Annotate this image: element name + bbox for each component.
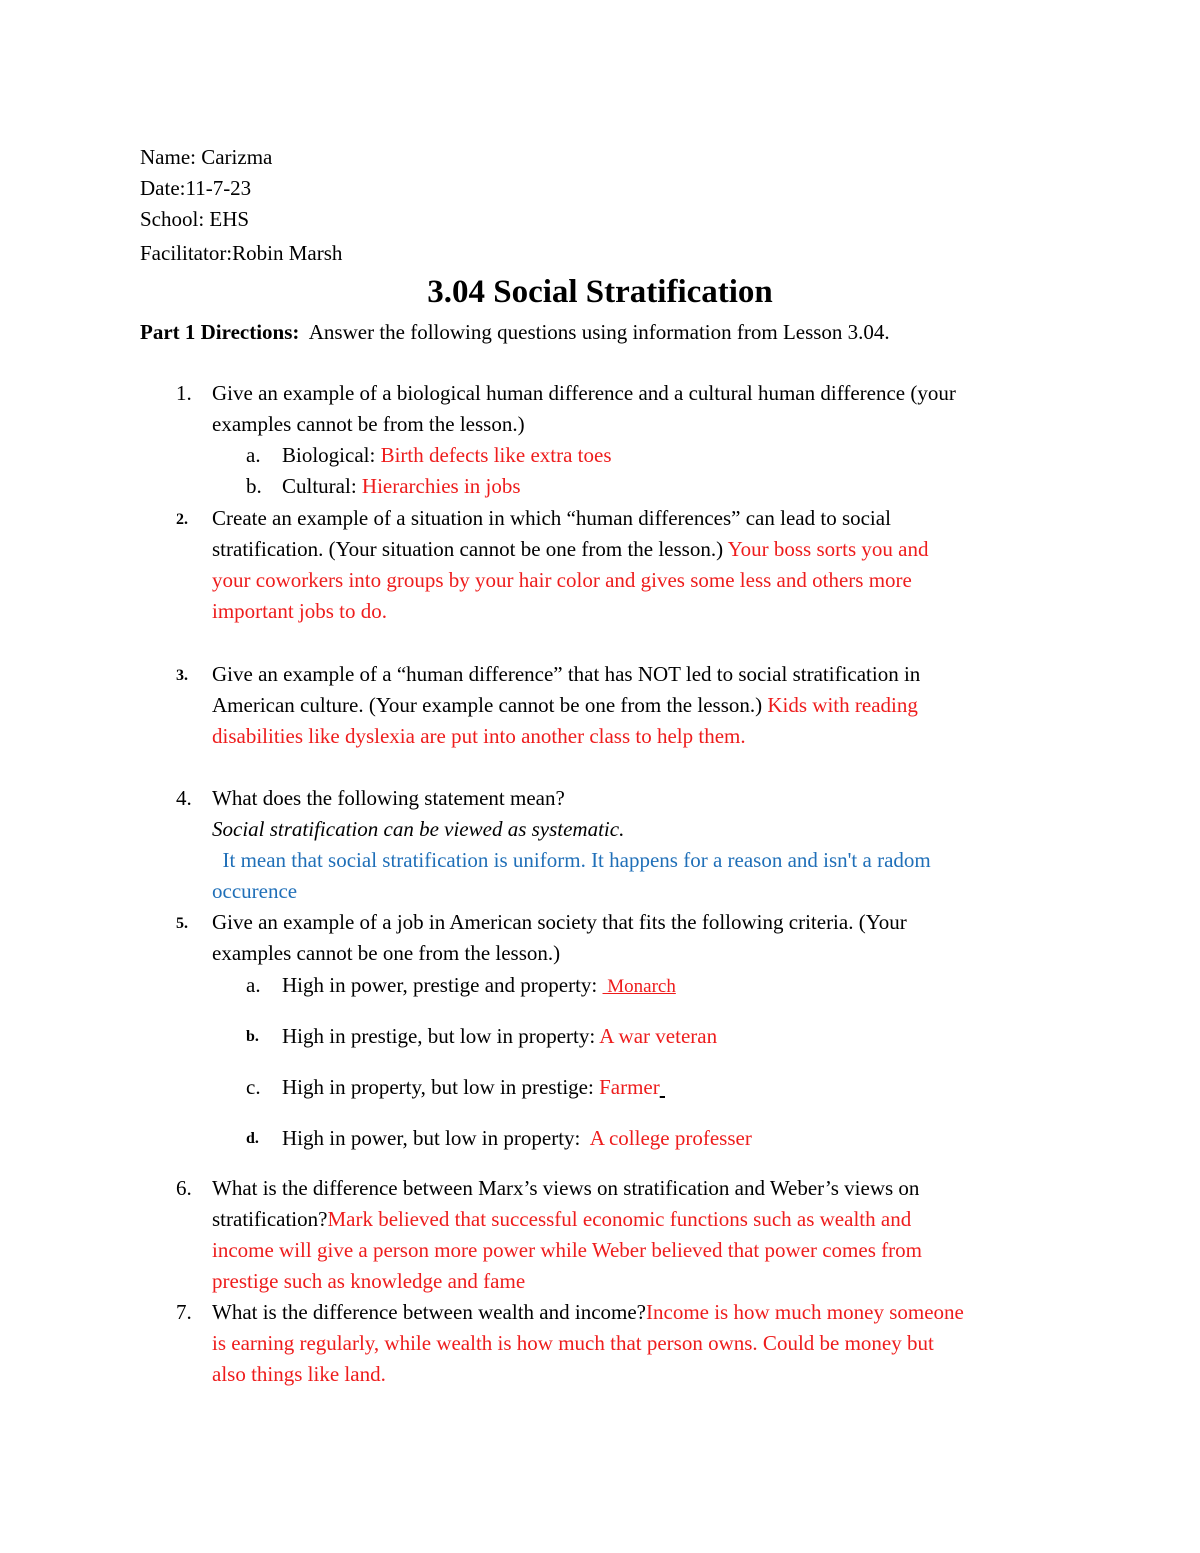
q7-question: What is the difference between wealth and income?	[212, 1300, 646, 1324]
q6-text-line2-question: stratification?	[212, 1207, 328, 1231]
q2-answer-part2: your coworkers into groups by your hair color and gives some less and others more	[212, 568, 912, 592]
q2-answer-part3: important jobs to do.	[212, 599, 387, 623]
student-name: Name: Carizma	[140, 145, 273, 169]
q4-answer-part2: occurence	[212, 879, 298, 903]
q6-text-line1: What is the difference between Marx’s views on stratification and Weber’s views on	[212, 1176, 920, 1200]
q5b-label: High in prestige, but low in property:	[282, 1024, 600, 1048]
q1a-label: Biological:	[282, 443, 381, 467]
q5c-line	[282, 1072, 666, 1103]
q2-text-line1: Create an example of a situation in which “human differences” can lead to social	[212, 506, 891, 530]
school: School: EHS	[140, 207, 250, 231]
q1b-label: Cultural:	[282, 474, 362, 498]
q5c-answer: Farmer	[599, 1075, 660, 1099]
q3-answer-part1: Kids with reading	[767, 693, 918, 717]
q5d-label: High in power, but low in property:	[282, 1126, 590, 1150]
q4-statement: Social stratification can be viewed as systematic.	[212, 817, 625, 841]
q5-text-line2: examples cannot be one from the lesson.)	[212, 941, 561, 965]
q1a-marker: a.	[246, 443, 261, 467]
q7-number: 7.	[176, 1300, 192, 1324]
q5d-answer: A college professer	[589, 1126, 752, 1150]
q6-text-line2	[212, 1204, 911, 1235]
q5b-answer: A war veteran	[599, 1024, 718, 1048]
q3-text-line2	[212, 690, 918, 721]
q5d-marker: d.	[246, 1130, 259, 1147]
q2-text-line2-question: stratification. (Your situation cannot be one from the lesson.)	[212, 537, 728, 561]
q4-number: 4.	[176, 786, 192, 810]
q1b-marker: b.	[246, 474, 262, 498]
directions-text: Answer the following questions using information from Lesson 3.04.	[308, 320, 890, 344]
q4-answer-part1: It mean that social stratification is uniform. It happens for a reason and isn't a radom	[212, 848, 931, 872]
q4-text-line1: What does the following statement mean?	[212, 786, 565, 810]
facilitator: Facilitator:Robin Marsh	[140, 241, 343, 265]
q1a-answer: Birth defects like extra toes	[380, 443, 612, 467]
q6-answer-part3: prestige such as knowledge and fame	[212, 1269, 526, 1293]
date: Date:11-7-23	[140, 176, 252, 200]
q1-text-line2: examples cannot be from the lesson.)	[212, 412, 525, 436]
q1-number: 1.	[176, 381, 192, 405]
q5c-marker: c.	[246, 1075, 261, 1099]
q5a-marker: a.	[246, 973, 261, 997]
q6-answer-part2: income will give a person more power while Weber believed that power comes from	[212, 1238, 922, 1262]
q5a-line	[282, 970, 676, 1002]
q3-number: 3.	[176, 667, 188, 684]
q7-answer-part2: is earning regularly, while wealth is how much that person owns. Could be money but	[212, 1331, 934, 1355]
page-title: 3.04 Social Stratification	[427, 274, 773, 310]
q5c-underline-blank	[660, 1072, 666, 1103]
q7-text-line1	[212, 1297, 964, 1328]
q7-answer-part3: also things like land.	[212, 1362, 386, 1386]
q6-answer-part1: Mark believed that successful economic functions such as wealth and	[327, 1207, 912, 1231]
q1a-line	[282, 440, 612, 471]
q1b-line	[282, 471, 521, 502]
q5-text-line1: Give an example of a job in American society that fits the following criteria. (Your	[212, 910, 907, 934]
q2-answer-part1: Your boss sorts you and	[727, 537, 929, 561]
q5-number: 5.	[176, 915, 188, 932]
directions	[140, 318, 890, 346]
q5b-line	[282, 1021, 717, 1052]
q5b-marker: b.	[246, 1028, 259, 1045]
q5a-answer: Monarch	[602, 976, 676, 997]
q3-answer-part2: disabilities like dyslexia are put into another class to help them.	[212, 724, 746, 748]
directions-label: Part 1 Directions:	[140, 320, 300, 344]
q2-text-line2	[212, 534, 928, 565]
q6-number: 6.	[176, 1176, 192, 1200]
q1-text-line1: Give an example of a biological human difference and a cultural human difference (your	[212, 381, 956, 405]
q3-text-line1: Give an example of a “human difference” that has NOT led to social stratification in	[212, 662, 921, 686]
q5d-line	[282, 1123, 752, 1154]
q3-text-line2-question: American culture. (Your example cannot be one from the lesson.)	[212, 693, 768, 717]
q5c-label: High in property, but low in prestige:	[282, 1075, 600, 1099]
q2-number: 2.	[176, 511, 188, 528]
q7-answer-part1: Income is how much money someone	[646, 1300, 964, 1324]
q1b-answer: Hierarchies in jobs	[361, 474, 521, 498]
q5a-label: High in power, prestige and property:	[282, 973, 603, 997]
